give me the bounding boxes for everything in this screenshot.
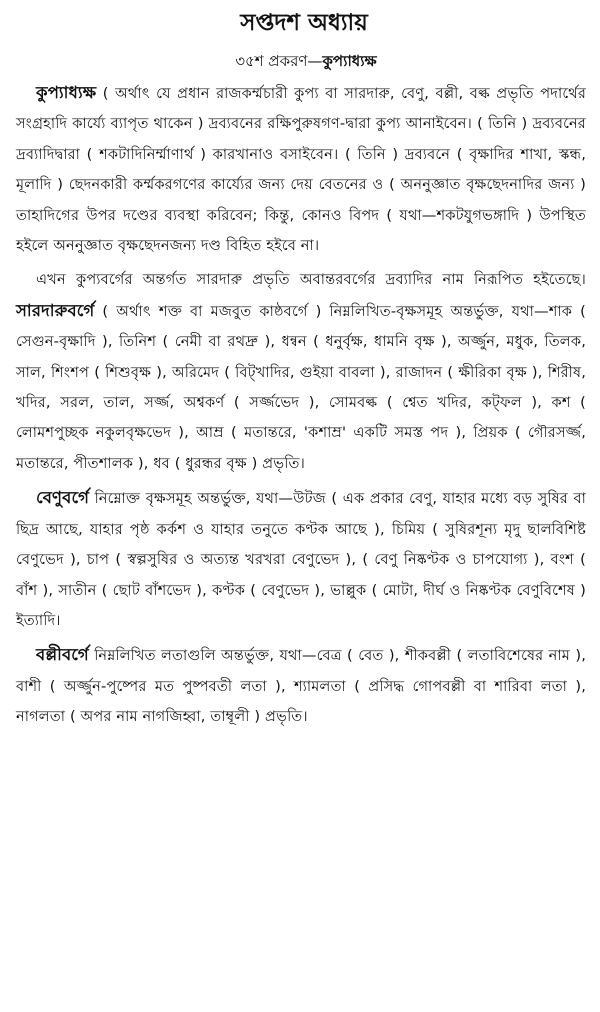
paragraph-lead-term: সারদারুবর্গে xyxy=(16,300,95,320)
paragraph-text: নিম্নলিখিত লতাগুলি অন্তর্ভুক্ত, যথা—বেত্র ( বেত ), শীকবল্লী ( লতাবিশেষের নাম ), বাশী ( অর্জ্জুন-পুষ্পের মত পুষ্পবতী লতা ), শ্যামলতা ( প্রসিদ্ধ গোপবল্লী বা শারিবা লতা ), নাগলতা ( অপর নাম নাগজিহ্বা, তাম্বূলী ) প্রভৃতি। xyxy=(16,647,586,726)
paragraph-text-continued: ( অর্থাৎ শক্ত বা মজবুত কাষ্ঠবর্গে ) নিম্নলিখিত-বৃক্ষসমূহ অন্তর্ভুক্ত, যথা—শাক ( সেগুন-বৃক্ষাদি ), তিনিশ ( নেমী বা রথদ্রু ), ধন্বন ( ধনুর্বৃক্ষ, ধামনি বৃক্ষ ), অর্জ্জুন, মধুক, তিলক, সাল, শিংশপ ( শিশুবৃক্ষ ), অরিমেদ ( বিট্‌খাদির, গুইয়া বাবলা ), রাজাদন ( ক্ষীরিকা বৃক্ষ ), শিরীষ, খদির, সরল, তাল, সর্জ্জ, অশ্বকর্ণ ( সর্জ্জভেদ ), সোমবল্ক ( শ্বেত খদির, কট্‌ফল ), কশ ( লোমশপুচ্ছক নকুলবৃক্ষভেদ ), আম্র ( মতান্তরে, 'কশাম্র' একটি সমস্ত পদ ), প্রিয়ক ( গৌরসর্জ্জ, মতান্তরে, পীতশালক ), ধব ( ধুরন্ধর বৃক্ষ ) প্রভৃতি। xyxy=(16,302,586,472)
section-label: ৩৫শ প্রকরণ— xyxy=(235,52,323,70)
chapter-title: সপ্তদশ অধ্যায় xyxy=(240,10,368,36)
paragraph-text: ( অর্থাৎ যে প্রধান রাজকর্ম্মচারী কুপ্য বা সারদারু, বেণু, বল্লী, বল্ক প্রভৃতি পদার্থের সংগ্রহাদি কার্য্যে ব্যাপৃত থাকেন ) দ্রব্যবনের রক্ষিপুরুষগণ-দ্বারা কুপ্য আনাইবেন। ( তিনি ) দ্রব্যবনের দ্রব্যাদিদ্বারা ( শকটাদিনির্ম্মাণার্থ ) কারখানাও বসাইবেন। ( তিনি ) দ্রব্যবনে ( বৃক্ষাদির শাখা, স্কন্ধ, মূলাদি ) ছেদনকারী কর্ম্মকরগণের কার্য্যের জন্য দেয় বেতনের ও ( অননুজ্ঞাত বৃক্ষছেদনাদির জন্য ) তাহাদিগের উপর দণ্ডের ব্যবস্থা করিবেন; কিন্তু, কোনও বিপদ ( যথা—শকটযুগভঙ্গাদি ) উপস্থিত হইলে অননুজ্ঞাত বৃক্ষছেদনজন্য দণ্ড বিহিত হইবে না। xyxy=(16,85,586,255)
paragraph-lead-term: বল্লীবর্গে xyxy=(36,645,89,665)
paragraph-text: নিম্নোক্ত বৃক্ষসমূহ অন্তর্ভুক্ত, যথা—উটজ ( এক প্রকার বেণু, যাহার মধ্যে বড় সুষির বা ছিদ্র আছে, যাহার পৃষ্ঠ কর্কশ ও যাহার তনুতে কণ্টক আছে ), চিমিয় ( সুষিরশূন্য মৃদু ছালবিশিষ্ট বেণুভেদ ), চাপ ( স্বল্পসুষির ও অত্যন্ত খরখরা বেণুভেদ ), ( বেণু নিষ্কণ্টক ও চাপযোগ্য ), বংশ ( বাঁশ ), সাতীন ( ছোট বাঁশভেদ ), কণ্টক ( বেণুভেদ ), ভাল্লুক ( মোটা, দীর্ঘ ও নিষ্কণ্টক বেণুবিশেষ ) ইত্যাদি। xyxy=(16,490,586,629)
paragraph-venu xyxy=(16,483,586,636)
paragraph-kupyadhyaksha xyxy=(16,78,586,261)
section-name: কুপ্যাধ্যক্ষ xyxy=(322,52,377,70)
section-heading xyxy=(16,50,586,72)
paragraph-valli xyxy=(16,640,586,732)
paragraph-lead-term: বেণুবর্গে xyxy=(36,488,90,508)
paragraph-lead-term: কুপ্যাধ্যক্ষ xyxy=(36,83,97,102)
paragraph-saradaru xyxy=(16,265,586,479)
paragraph-text: এখন কুপ্যবর্গের অন্তর্গত সারদারু প্রভৃতি অবান্তরবর্গের দ্রব্যাদির নাম নিরূপিত হইতেছে। xyxy=(36,271,586,289)
